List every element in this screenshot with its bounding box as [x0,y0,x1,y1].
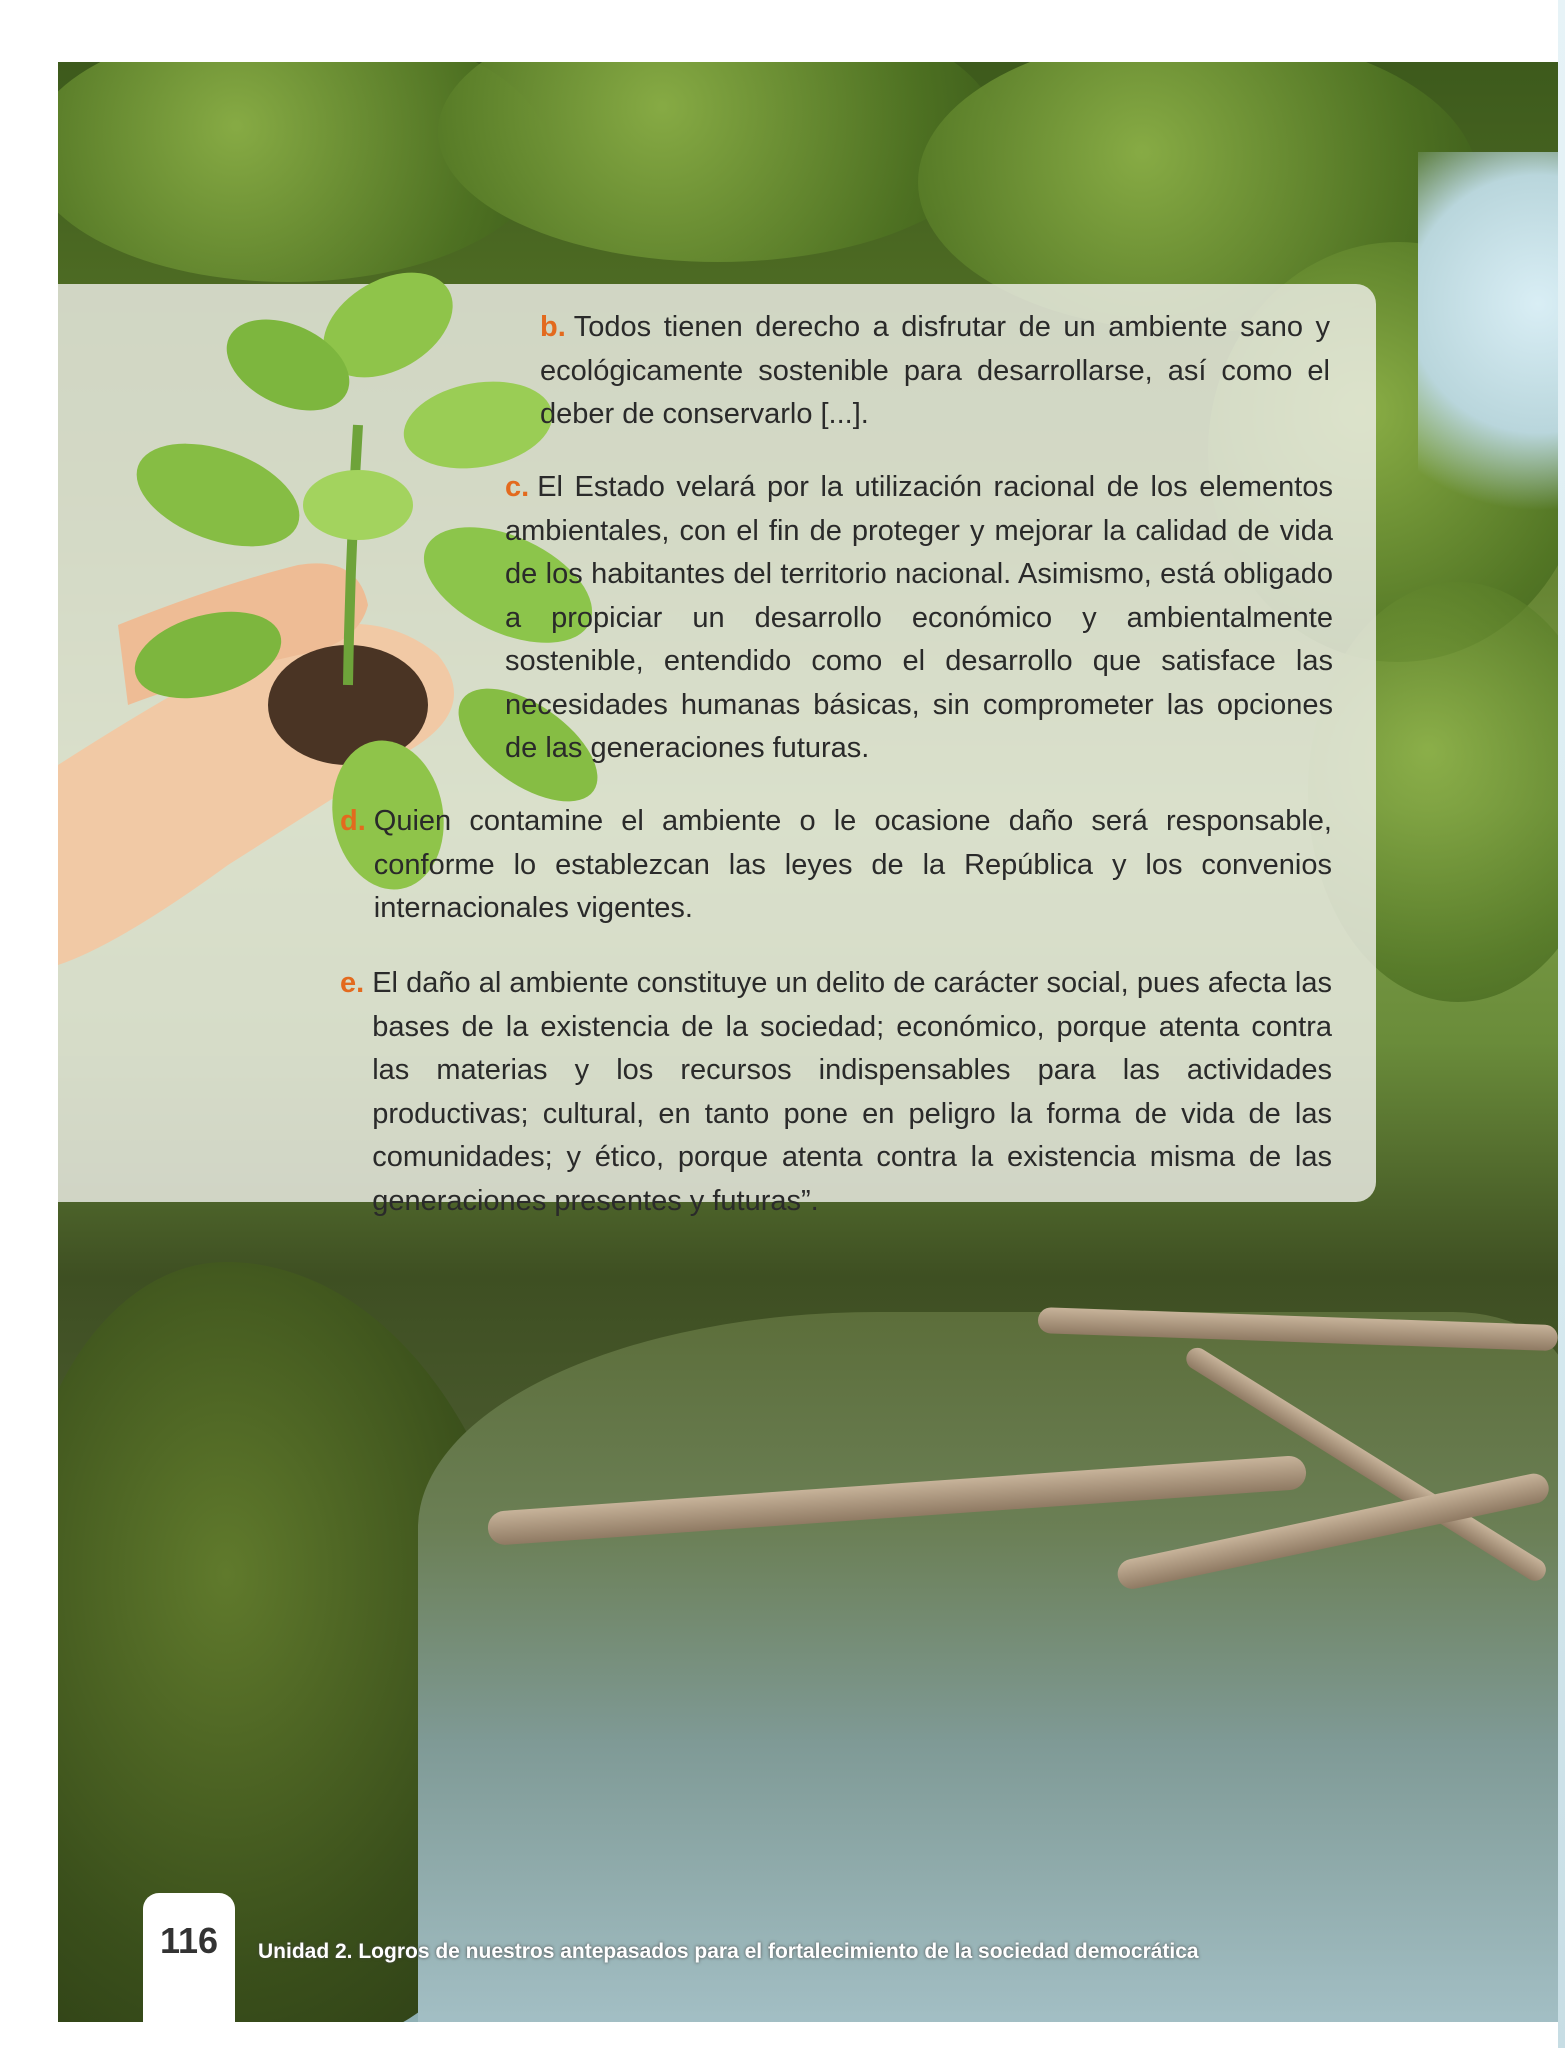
paragraph-e [340,962,1332,1223]
paragraph-b [540,306,1330,437]
paragraph-e-text: El daño al ambiente constituye un delito de carácter social, pues afecta las bases de la existencia de la sociedad; económico, porque atenta contra las materias y los recursos indispensables para las actividades productivas; cultural, en tanto pone en peligro la forma de vida de las comunidades; y ético, porque atenta contra la existencia misma de las generaciones presentes y futuras”. [372,967,1332,1217]
paragraph-c [505,466,1333,771]
item-letter-d: d. [340,805,366,837]
unit-title: Unidad 2. Logros de nuestros antepasados para el fortalecimiento de la sociedad democrática [258,1940,1199,1963]
page-number: 116 [159,1920,219,1961]
item-letter-c: c. [505,471,530,503]
paragraph-d [340,800,1332,931]
page-edge [1558,0,1565,2048]
paragraph-b-text: Todos tienen derecho a disfrutar de un ambiente sano y ecológicamente sostenible para desarrollarse, así como el deber de conservarlo [...]. [540,311,1330,430]
paragraph-d-text: Quien contamine el ambiente o le ocasione daño será responsable, conforme lo establezcan las leyes de la República y los convenios internacionales vigentes. [373,805,1332,924]
paragraph-c-text: El Estado velará por la utilización racional de los elementos ambientales, con el fin de proteger y mejorar la calidad de vida de los habitantes del territorio nacional. Asimismo, está obligado a propiciar un desarrollo económico y ambientalmente sostenible, entendido como el desarrollo que satisface las necesidades humanas básicas, sin comprometer las opciones de las generaciones futuras. [505,471,1333,764]
item-letter-b: b. [540,311,566,343]
item-letter-e: e. [340,967,365,999]
